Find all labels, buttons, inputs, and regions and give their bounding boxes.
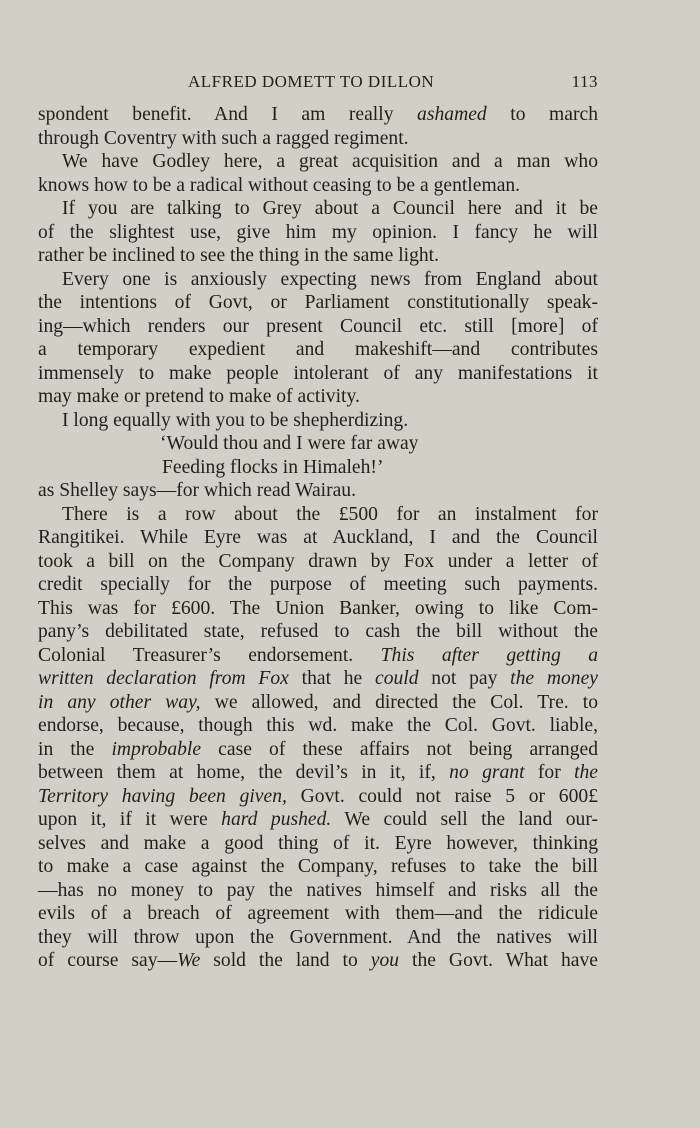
text-line — [38, 761, 598, 785]
italic-text: could — [375, 668, 419, 689]
text-segment: credit specially for the purpose of meeting such payments. — [38, 574, 598, 595]
text-line — [38, 432, 598, 456]
text-line — [38, 268, 598, 292]
page-number: 113 — [571, 72, 598, 91]
text-segment: endorse, because, though this wd. make the Col. Govt. liable, — [38, 715, 598, 736]
text-line — [38, 879, 598, 903]
text-line — [38, 785, 598, 809]
text-segment: Every one is anxiously expecting news from England about — [62, 268, 598, 290]
running-title: ALFRED DOMETT TO DILLON — [188, 72, 435, 91]
text-line — [38, 808, 598, 832]
running-head — [38, 72, 598, 96]
italic-text: hard pushed. — [221, 809, 332, 830]
text-segment: sold the land to — [200, 950, 371, 971]
text-line — [38, 667, 598, 691]
text-segment: This was for £600. The Union Banker, owing to like Com- — [38, 597, 598, 619]
text-segment: evils of a breach of agreement with them—and the ridicule — [38, 903, 598, 924]
text-segment: took a bill on the Company drawn by Fox under a letter of — [38, 550, 598, 572]
text-segment: There is a row about the £500 for an instalment for — [62, 503, 598, 525]
text-line — [38, 691, 598, 715]
text-segment: for — [524, 762, 575, 783]
text-segment: of course say— — [38, 950, 178, 971]
text-segment: Feeding flocks in Himaleh!’ — [162, 456, 384, 478]
italic-text: This after getting a — [380, 644, 598, 666]
italic-text: you — [370, 950, 400, 971]
text-segment: pany’s debilitated state, refused to cash the bill without the — [38, 621, 598, 642]
text-line — [38, 479, 598, 503]
text-line — [38, 949, 598, 973]
text-segment: We could sell the land our- — [331, 809, 598, 830]
text-line — [38, 197, 598, 221]
text-line — [38, 409, 598, 433]
italic-text: the money — [510, 668, 598, 689]
text-line — [38, 902, 598, 926]
text-line — [38, 855, 598, 879]
text-segment: the intentions of Govt, or Parliament constitutionally speak- — [38, 292, 598, 313]
text-line — [38, 832, 598, 856]
text-segment: to march — [486, 104, 599, 125]
text-line — [38, 315, 598, 339]
italic-text: improbable — [111, 738, 202, 760]
text-line — [38, 526, 598, 550]
text-segment: I long equally with you to be shepherdizing. — [62, 409, 409, 431]
text-segment: If you are talking to Grey about a Council here and it be — [62, 198, 598, 219]
text-line — [38, 291, 598, 315]
text-segment: ‘Would thou and I were far away — [160, 433, 419, 454]
text-line — [38, 456, 598, 480]
text-segment: —has no money to pay the natives himself and risks all the — [38, 879, 598, 901]
italic-text: ashamed — [417, 104, 487, 125]
text-line — [38, 714, 598, 738]
text-segment: immensely to make people intolerant of any manifestations it — [38, 362, 598, 384]
text-segment: ing—which renders our present Council etc. still [more] of — [38, 315, 598, 337]
text-segment: we allowed, and directed the Col. Tre. to — [200, 691, 599, 713]
text-line — [38, 385, 598, 409]
text-segment: to make a case against the Company, refuses to take the bill — [38, 856, 598, 877]
text-segment: selves and make a good thing of it. Eyre however, thinking — [38, 832, 598, 854]
text-line — [38, 174, 598, 198]
text-segment: rather be inclined to see the thing in the same light. — [38, 245, 440, 266]
italic-text: the — [574, 762, 598, 783]
italic-text: Territory having been given, — [38, 785, 287, 807]
text-segment: Rangitikei. While Eyre was at Auckland, I and the Council — [38, 527, 598, 548]
text-segment: We have Godley here, a great acquisition and a man who — [62, 151, 598, 172]
text-line — [38, 597, 598, 621]
text-segment: a temporary expedient and makeshift—and contributes — [38, 339, 598, 360]
text-segment: Colonial Treasurer’s endorsement. — [38, 644, 381, 666]
text-line — [38, 244, 598, 268]
text-segment: may make or pretend to make of activity. — [38, 386, 360, 407]
text-line — [38, 644, 598, 668]
italic-text: We — [177, 950, 201, 971]
text-segment: upon it, if it were — [38, 809, 222, 830]
text-segment: of the slightest use, give him my opinion. I fancy he will — [38, 221, 598, 243]
text-segment: not pay — [418, 668, 511, 689]
text-segment: that he — [288, 668, 376, 689]
text-line — [38, 127, 598, 151]
text-segment: they will throw upon the Government. And the natives will — [38, 926, 598, 948]
text-segment: between them at home, the devil’s in it, if, — [38, 762, 450, 783]
text-line — [38, 550, 598, 574]
text-line — [38, 620, 598, 644]
italic-text: in any other way, — [38, 691, 201, 713]
text-line — [38, 362, 598, 386]
text-segment: case of these affairs not being arranged — [201, 738, 598, 760]
text-line — [38, 150, 598, 174]
text-line — [38, 221, 598, 245]
text-segment: knows how to be a radical without ceasing to be a gentleman. — [38, 174, 521, 196]
text-line — [38, 103, 598, 127]
text-segment: as Shelley says—for which read Wairau. — [38, 480, 356, 501]
italic-text: written declaration from Fox — [38, 668, 289, 689]
text-segment: the Govt. What have — [399, 950, 598, 971]
text-segment: in the — [38, 738, 112, 760]
text-line — [38, 738, 598, 762]
italic-text: no grant — [449, 762, 525, 783]
body-text — [38, 103, 598, 973]
text-line — [38, 338, 598, 362]
text-line — [38, 926, 598, 950]
text-line — [38, 573, 598, 597]
text-segment: spondent benefit. And I am really — [38, 104, 418, 125]
text-line — [38, 503, 598, 527]
text-segment: through Coventry with such a ragged regiment. — [38, 127, 409, 149]
text-segment: Govt. could not raise 5 or 600£ — [286, 785, 598, 807]
